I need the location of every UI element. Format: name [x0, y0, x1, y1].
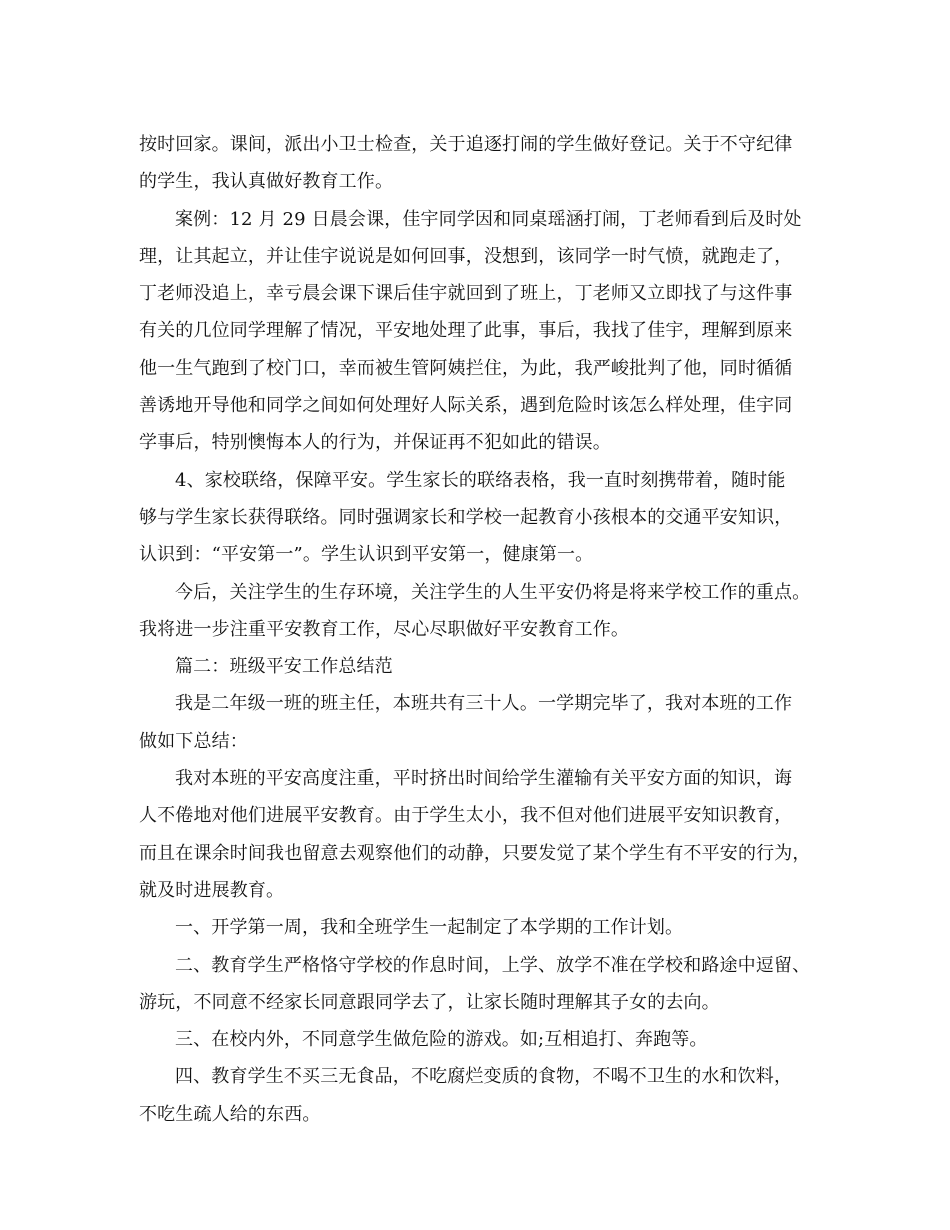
- text-line: 他一生气跑到了校门口，幸而被生管阿姨拦住，为此，我严峻批判了他，同时循循: [139, 357, 793, 379]
- text-line: 三、在校内外，不同意学生做危险的游戏。如;互相追打、奔跑等。: [175, 1029, 708, 1051]
- section-heading: [139, 648, 813, 685]
- text-line: 一、开学第一周，我和全班学生一起制定了本学期的工作计划。: [175, 917, 684, 939]
- text-line: 有关的几位同学理解了情况，平安地处理了此事，事后，我找了佳宇，理解到原来: [139, 320, 793, 342]
- text-line: 案例：12 月 29 日晨会课，佳宇同学因和同桌瑶涵打闹，丁老师看到后及时处: [175, 208, 802, 230]
- list-item-3: [139, 1021, 813, 1058]
- text-line: 学事后，特别懊悔本人的行为，并保证再不犯如此的错误。: [139, 432, 611, 454]
- text-line: 丁老师没追上，幸亏晨会课下课后佳宇就回到了班上，丁老师又立即找了与这件事: [139, 283, 793, 305]
- text-line: 我是二年级一班的班主任，本班共有三十人。一学期完毕了，我对本班的工作: [175, 693, 793, 715]
- text-line: 不吃生疏人给的东西。: [139, 1103, 321, 1125]
- heading-text: 篇二：班级平安工作总结范: [175, 656, 393, 678]
- text-line: 我对本班的平安高度注重，平时挤出时间给学生灌输有关平安方面的知识，诲: [175, 768, 793, 790]
- text-line: 做如下总结：: [139, 730, 248, 752]
- text-line: 理，让其起立，并让佳宇说说是如何回事，没想到，该同学一时气愤，就跑走了，: [139, 245, 793, 267]
- list-item-4: [139, 1058, 813, 1133]
- text-line: 四、教育学生不买三无食品，不吃腐烂变质的食物，不喝不卫生的水和饮料，: [175, 1066, 793, 1088]
- text-line: 够与学生家长获得联络。同时强调家长和学校一起教育小孩根本的交通平安知识，: [139, 506, 793, 528]
- paragraph-continuation: [139, 126, 813, 201]
- text-line: 而且在课余时间我也留意去观察他们的动静，只要发觉了某个学生有不平安的行为，: [139, 842, 811, 864]
- list-item-1: [139, 909, 813, 946]
- paragraph-safety-emphasis: [139, 760, 813, 909]
- list-item-2: [139, 947, 813, 1022]
- document-body: [139, 126, 813, 1133]
- text-line: 二、教育学生严格恪守学校的作息时间，上学、放学不准在学校和路途中逗留、: [175, 954, 811, 976]
- text-line: 认识到：“平安第一”。学生认识到平安第一，健康第一。: [139, 544, 594, 566]
- text-line: 我将进一步注重平安教育工作，尽心尽职做好平安教育工作。: [139, 618, 630, 640]
- text-line: 就及时进展教育。: [139, 879, 285, 901]
- paragraph-case-example: [139, 201, 813, 462]
- paragraph-home-school-contact: [139, 462, 813, 574]
- text-line: 的学生，我认真做好教育工作。: [139, 171, 394, 193]
- text-line: 善诱地开导他和同学之间如何处理好人际关系，遇到危险时该怎么样处理，佳宇同: [139, 395, 793, 417]
- text-line: 游玩，不同意不经家长同意跟同学去了，让家长随时理解其子女的去向。: [139, 991, 720, 1013]
- text-line: 人不倦地对他们进展平安教育。由于学生太小，我不但对他们进展平安知识教育，: [139, 805, 793, 827]
- text-line: 4、家校联络，保障平安。学生家长的联络表格，我一直时刻携带着，随时能: [175, 469, 786, 491]
- text-line: 今后，关注学生的生存环境，关注学生的人生平安仍将是将来学校工作的重点。: [175, 581, 811, 603]
- paragraph-future-plan: [139, 574, 813, 649]
- text-line: 按时回家。课间，派出小卫士检查，关于追逐打闹的学生做好登记。关于不守纪律: [139, 134, 793, 155]
- paragraph-intro: [139, 685, 813, 760]
